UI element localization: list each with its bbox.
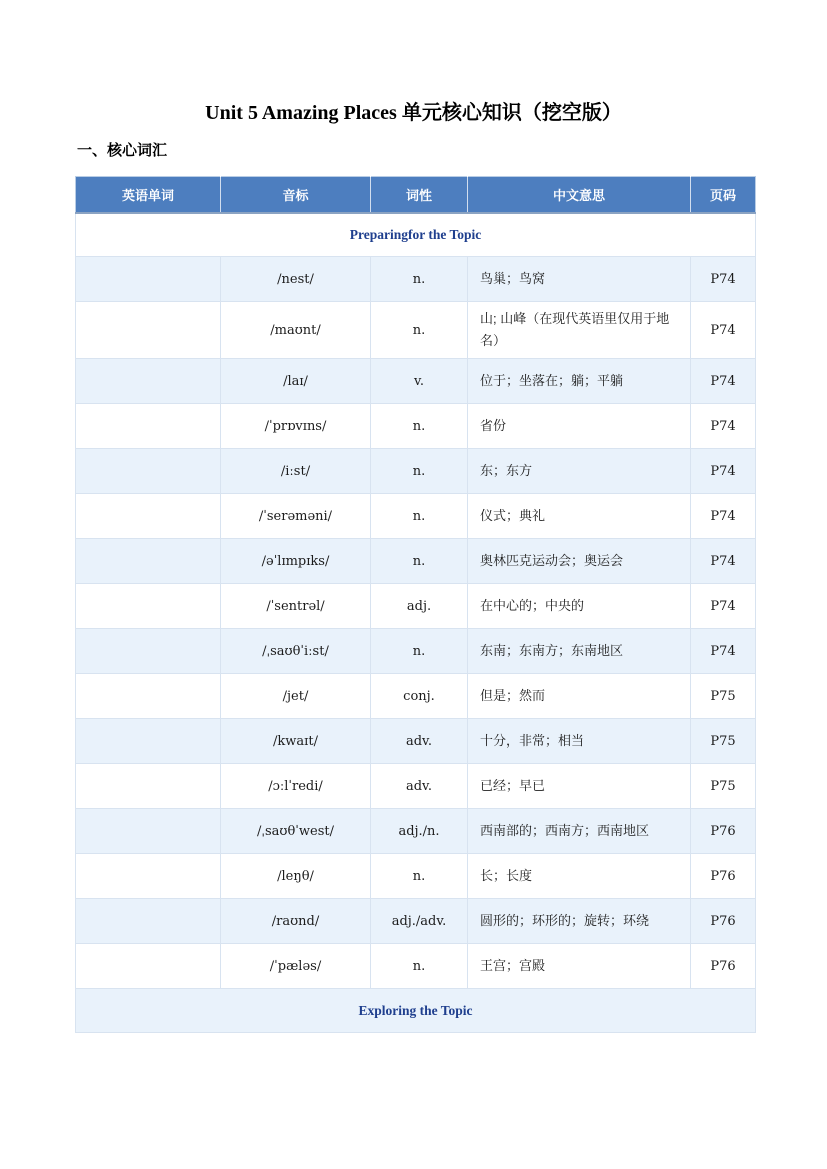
- cell-meaning: 省份: [468, 404, 691, 449]
- cell-pos: n.: [371, 257, 468, 302]
- section-label: Preparingfor the Topic: [76, 213, 756, 257]
- cell-phonetic: /ˈprɒvɪns/: [221, 404, 371, 449]
- cell-english-word: [76, 764, 221, 809]
- column-header-english-word: 英语单词: [76, 177, 221, 213]
- cell-meaning: 已经；早已: [468, 764, 691, 809]
- cell-meaning: 在中心的；中央的: [468, 584, 691, 629]
- column-header-meaning: 中文意思: [468, 177, 691, 213]
- cell-phonetic: /əˈlɪmpɪks/: [221, 539, 371, 584]
- cell-meaning: 鸟巢；鸟窝: [468, 257, 691, 302]
- cell-page: P75: [691, 719, 756, 764]
- cell-phonetic: /ˌsaʊθˈiːst/: [221, 629, 371, 674]
- cell-phonetic: /raʊnd/: [221, 899, 371, 944]
- cell-meaning: 但是；然而: [468, 674, 691, 719]
- cell-english-word: [76, 494, 221, 539]
- cell-page: P74: [691, 302, 756, 359]
- cell-meaning: 东南；东南方；东南地区: [468, 629, 691, 674]
- cell-english-word: [76, 674, 221, 719]
- cell-phonetic: /jet/: [221, 674, 371, 719]
- cell-pos: adj./adv.: [371, 899, 468, 944]
- cell-page: P74: [691, 584, 756, 629]
- table-row: [76, 854, 756, 899]
- cell-english-word: [76, 257, 221, 302]
- cell-phonetic: /ˈserəməni/: [221, 494, 371, 539]
- cell-page: P76: [691, 944, 756, 989]
- table-row: [76, 584, 756, 629]
- cell-pos: n.: [371, 944, 468, 989]
- table-row: [76, 719, 756, 764]
- table-row: [76, 494, 756, 539]
- cell-page: P74: [691, 629, 756, 674]
- cell-page: P76: [691, 854, 756, 899]
- cell-phonetic: /leŋθ/: [221, 854, 371, 899]
- vocab-table: [75, 176, 756, 1033]
- table-row: [76, 764, 756, 809]
- table-row: [76, 629, 756, 674]
- cell-english-word: [76, 629, 221, 674]
- cell-phonetic: /iːst/: [221, 449, 371, 494]
- vocab-table-body: [76, 213, 756, 1033]
- cell-pos: adv.: [371, 764, 468, 809]
- column-header-pos: 词性: [371, 177, 468, 213]
- cell-english-word: [76, 719, 221, 764]
- cell-phonetic: /ˌsaʊθˈwest/: [221, 809, 371, 854]
- cell-phonetic: /ɔːlˈredi/: [221, 764, 371, 809]
- cell-pos: n.: [371, 302, 468, 359]
- cell-page: P74: [691, 404, 756, 449]
- cell-pos: adv.: [371, 719, 468, 764]
- vocab-table-header: [76, 177, 756, 213]
- cell-pos: n.: [371, 494, 468, 539]
- cell-phonetic: /maʊnt/: [221, 302, 371, 359]
- cell-english-word: [76, 809, 221, 854]
- cell-english-word: [76, 854, 221, 899]
- doc-title: Unit 5 Amazing Places 单元核心知识（挖空版）: [205, 102, 622, 124]
- cell-page: P74: [691, 449, 756, 494]
- table-row: [76, 539, 756, 584]
- cell-page: P74: [691, 257, 756, 302]
- column-header-page: 页码: [691, 177, 756, 213]
- cell-meaning: 位于；坐落在；躺；平躺: [468, 359, 691, 404]
- cell-english-word: [76, 359, 221, 404]
- cell-phonetic: /nest/: [221, 257, 371, 302]
- cell-meaning: 东；东方: [468, 449, 691, 494]
- column-header-phonetic: 音标: [221, 177, 371, 213]
- cell-page: P74: [691, 539, 756, 584]
- cell-meaning: 山; 山峰（在现代英语里仅用于地名）: [468, 302, 691, 359]
- cell-pos: n.: [371, 539, 468, 584]
- cell-meaning: 西南部的；西南方；西南地区: [468, 809, 691, 854]
- table-row: [76, 944, 756, 989]
- cell-english-word: [76, 584, 221, 629]
- table-row: [76, 674, 756, 719]
- cell-page: P76: [691, 809, 756, 854]
- section-label: Exploring the Topic: [76, 989, 756, 1033]
- table-row: [76, 449, 756, 494]
- cell-page: P74: [691, 359, 756, 404]
- table-row: [76, 809, 756, 854]
- table-section-row: [76, 213, 756, 257]
- cell-english-word: [76, 449, 221, 494]
- cell-meaning: 仪式；典礼: [468, 494, 691, 539]
- cell-pos: n.: [371, 404, 468, 449]
- cell-page: P75: [691, 764, 756, 809]
- cell-pos: conj.: [371, 674, 468, 719]
- cell-meaning: 奥林匹克运动会；奥运会: [468, 539, 691, 584]
- cell-phonetic: /kwaɪt/: [221, 719, 371, 764]
- cell-meaning: 长；长度: [468, 854, 691, 899]
- cell-page: P76: [691, 899, 756, 944]
- cell-phonetic: /ˈsentrəl/: [221, 584, 371, 629]
- cell-pos: v.: [371, 359, 468, 404]
- table-row: [76, 302, 756, 359]
- cell-page: P74: [691, 494, 756, 539]
- cell-pos: n.: [371, 629, 468, 674]
- table-row: [76, 404, 756, 449]
- cell-english-word: [76, 302, 221, 359]
- section-heading: 一、核心词汇: [77, 142, 168, 159]
- table-row: [76, 257, 756, 302]
- cell-english-word: [76, 404, 221, 449]
- cell-page: P75: [691, 674, 756, 719]
- cell-pos: n.: [371, 854, 468, 899]
- cell-english-word: [76, 944, 221, 989]
- cell-meaning: 王宫；宫殿: [468, 944, 691, 989]
- cell-english-word: [76, 539, 221, 584]
- table-row: [76, 899, 756, 944]
- cell-phonetic: /laɪ/: [221, 359, 371, 404]
- table-row: [76, 359, 756, 404]
- cell-pos: adj.: [371, 584, 468, 629]
- header-row: [76, 177, 756, 213]
- cell-pos: adj./n.: [371, 809, 468, 854]
- cell-meaning: 圆形的；环形的；旋转；环绕: [468, 899, 691, 944]
- cell-meaning: 十分，非常；相当: [468, 719, 691, 764]
- cell-phonetic: /ˈpæləs/: [221, 944, 371, 989]
- cell-english-word: [76, 899, 221, 944]
- table-section-row: [76, 989, 756, 1033]
- cell-pos: n.: [371, 449, 468, 494]
